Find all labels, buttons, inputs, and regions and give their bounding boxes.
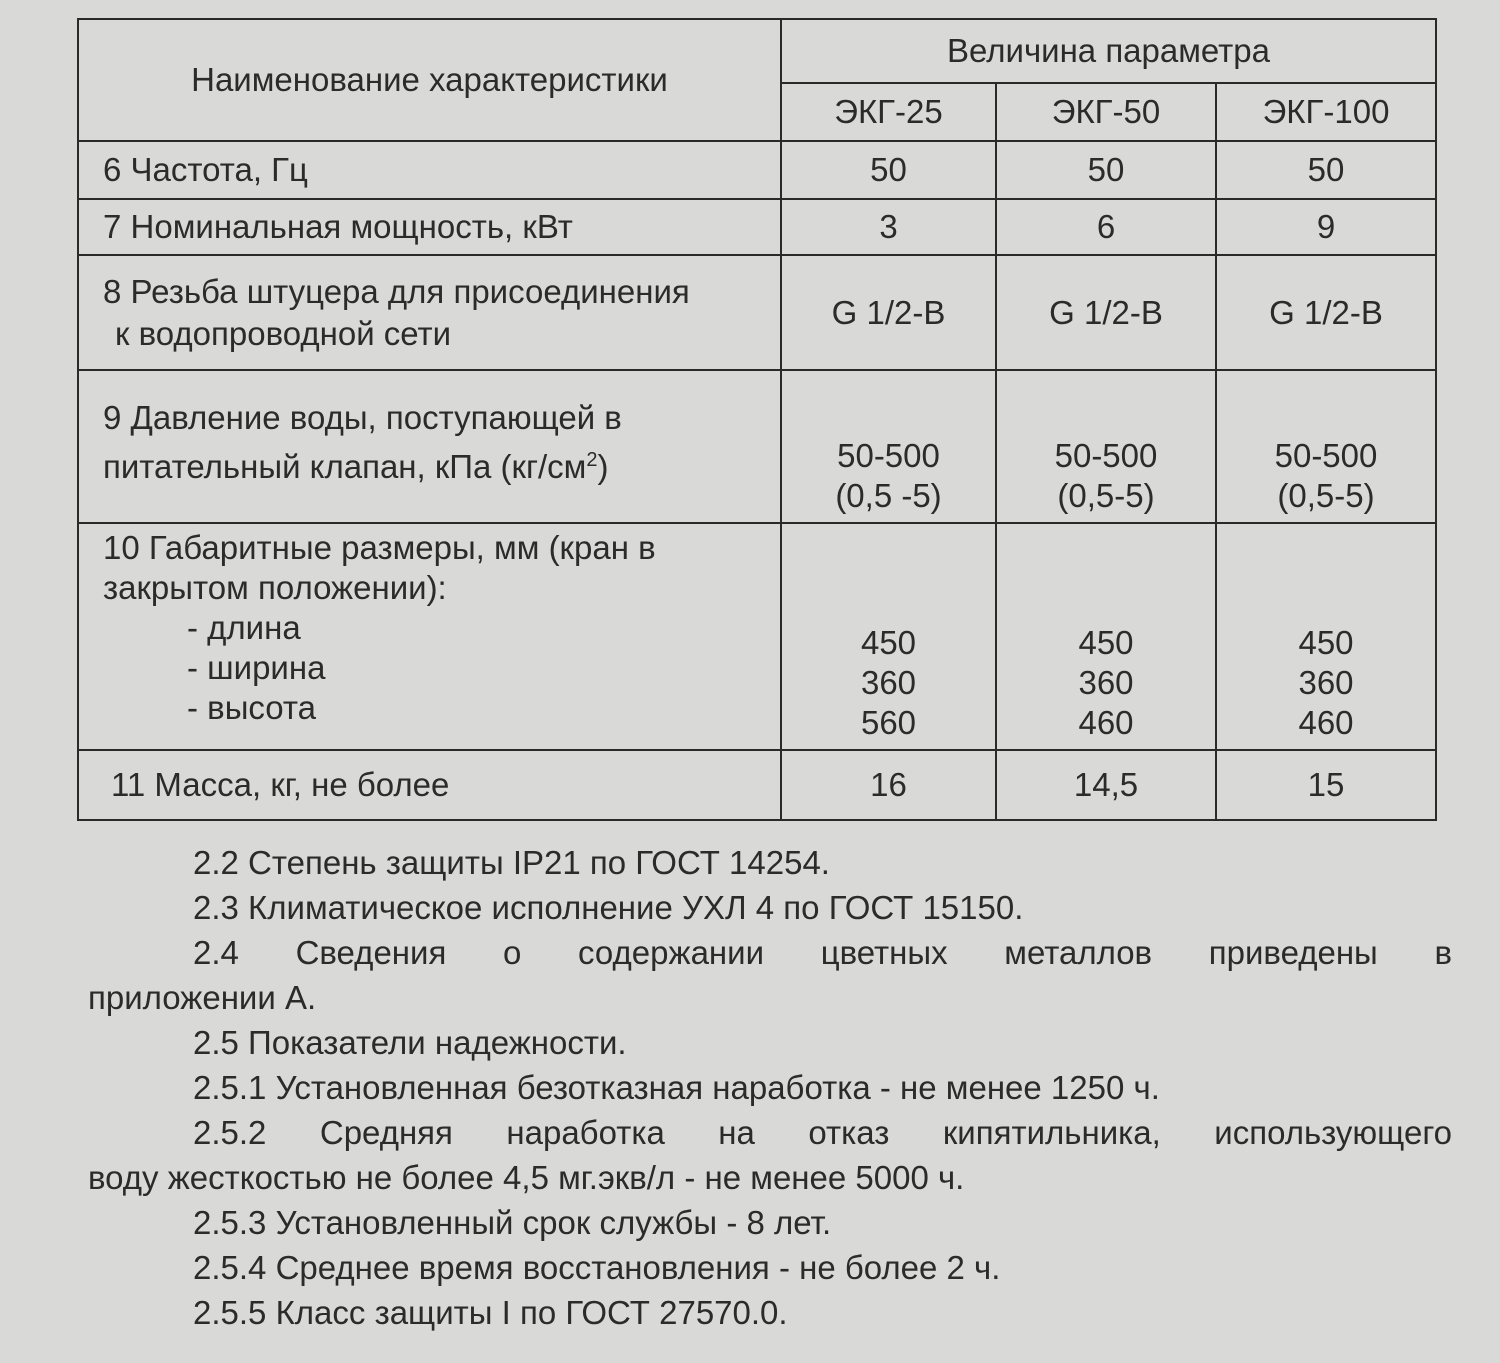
row-name: [78, 255, 781, 370]
table-row: [78, 255, 1436, 370]
row-value: G 1/2-B: [996, 255, 1216, 370]
header-group: Величина параметра: [781, 19, 1436, 83]
table-row: [78, 141, 1436, 199]
paragraph: воду жесткостью не более 4,5 мг.экв/л - не менее 5000 ч.: [88, 1159, 965, 1196]
paragraph: 2.5.5 Класс защиты I по ГОСТ 27570.0.: [193, 1294, 788, 1331]
dimension-value: 360: [1298, 664, 1354, 701]
value-sub: (0,5-5): [1277, 477, 1375, 514]
row-value: [781, 523, 996, 750]
table-row: [78, 523, 1436, 750]
row-name-sup: 2: [586, 449, 598, 471]
paragraph: 2.5.3 Установленный срок службы - 8 лет.: [193, 1204, 832, 1241]
value-main: 50-500: [1054, 437, 1158, 474]
paragraph: 2.3 Климатическое исполнение УХЛ 4 по ГОСТ 15150.: [193, 889, 1024, 926]
dimension-value: 560: [860, 704, 917, 741]
row-name: 6 Частота, Гц: [78, 141, 781, 199]
row-name: [78, 370, 781, 523]
dimension-item: - высота: [187, 689, 317, 726]
value-main: 50-500: [1274, 437, 1378, 474]
row-name-line: к водопроводной сети: [115, 314, 452, 352]
row-name: 11 Масса, кг, не более: [78, 750, 781, 820]
value-main: 50-500: [837, 437, 940, 474]
row-value: [1216, 523, 1436, 750]
model-header: ЭКГ-100: [1216, 83, 1436, 141]
value-sub: (0,5 -5): [835, 477, 942, 514]
paragraph: 2.5.4 Среднее время восстановления - не более 2 ч.: [193, 1249, 1001, 1286]
row-name-line: 8 Резьба штуцера для присоединения: [103, 272, 690, 310]
dimension-value: 360: [1078, 664, 1134, 701]
dimension-value: 460: [1078, 704, 1134, 741]
row-value: G 1/2-B: [781, 255, 996, 370]
table-row: [78, 750, 1436, 820]
row-name-line: 10 Габаритные размеры, мм (кран в: [103, 529, 656, 566]
row-value: 50: [996, 141, 1216, 199]
row-value: 50: [781, 141, 996, 199]
table-row: [78, 199, 1436, 255]
paragraph: 2.4 Сведения о содержании цветных металлов приведены в: [193, 934, 1452, 971]
row-value: 16: [781, 750, 996, 820]
table-header-row: [78, 19, 1436, 83]
row-value: 6: [996, 199, 1216, 255]
dimension-item: - ширина: [187, 649, 326, 686]
row-value: 14,5: [996, 750, 1216, 820]
row-value: 3: [781, 199, 996, 255]
dimension-value: 450: [1298, 624, 1354, 661]
model-header: ЭКГ-25: [781, 83, 996, 141]
model-header: ЭКГ-50: [996, 83, 1216, 141]
paragraph: 2.5.1 Установленная безотказная наработка - не менее 1250 ч.: [193, 1069, 1160, 1106]
row-name: 7 Номинальная мощность, кВт: [78, 199, 781, 255]
header-name: Наименование характеристики: [78, 19, 781, 141]
paragraph: 2.2 Степень защиты IP21 по ГОСТ 14254.: [193, 844, 830, 881]
row-value: [781, 370, 996, 523]
row-name-line: 9 Давление воды, поступающей в: [103, 399, 622, 436]
dimension-value: 450: [860, 624, 917, 661]
spec-table: [77, 18, 1437, 821]
row-value: [996, 523, 1216, 750]
row-value: 50: [1216, 141, 1436, 199]
body-text: [88, 840, 1452, 1335]
paragraph: 2.5 Показатели надежности.: [193, 1024, 627, 1061]
row-value: [996, 370, 1216, 523]
dimension-item: - длина: [187, 609, 301, 646]
row-name-line: закрытом положении):: [103, 569, 447, 606]
dimension-value: 360: [860, 664, 917, 701]
paragraph: приложении А.: [88, 979, 317, 1016]
row-value: [1216, 370, 1436, 523]
row-value: G 1/2-B: [1216, 255, 1436, 370]
row-name-line: питательный клапан, кПа (кг/см: [103, 448, 587, 485]
row-value: 9: [1216, 199, 1436, 255]
row-name-tail: ): [597, 448, 609, 485]
value-sub: (0,5-5): [1057, 477, 1155, 514]
dimension-value: 460: [1298, 704, 1354, 741]
paragraph: 2.5.2 Средняя наработка на отказ кипятильника, использующего: [193, 1114, 1452, 1151]
dimension-value: 450: [1078, 624, 1134, 661]
row-name: [78, 523, 781, 750]
row-value: 15: [1216, 750, 1436, 820]
table-row: [78, 370, 1436, 523]
